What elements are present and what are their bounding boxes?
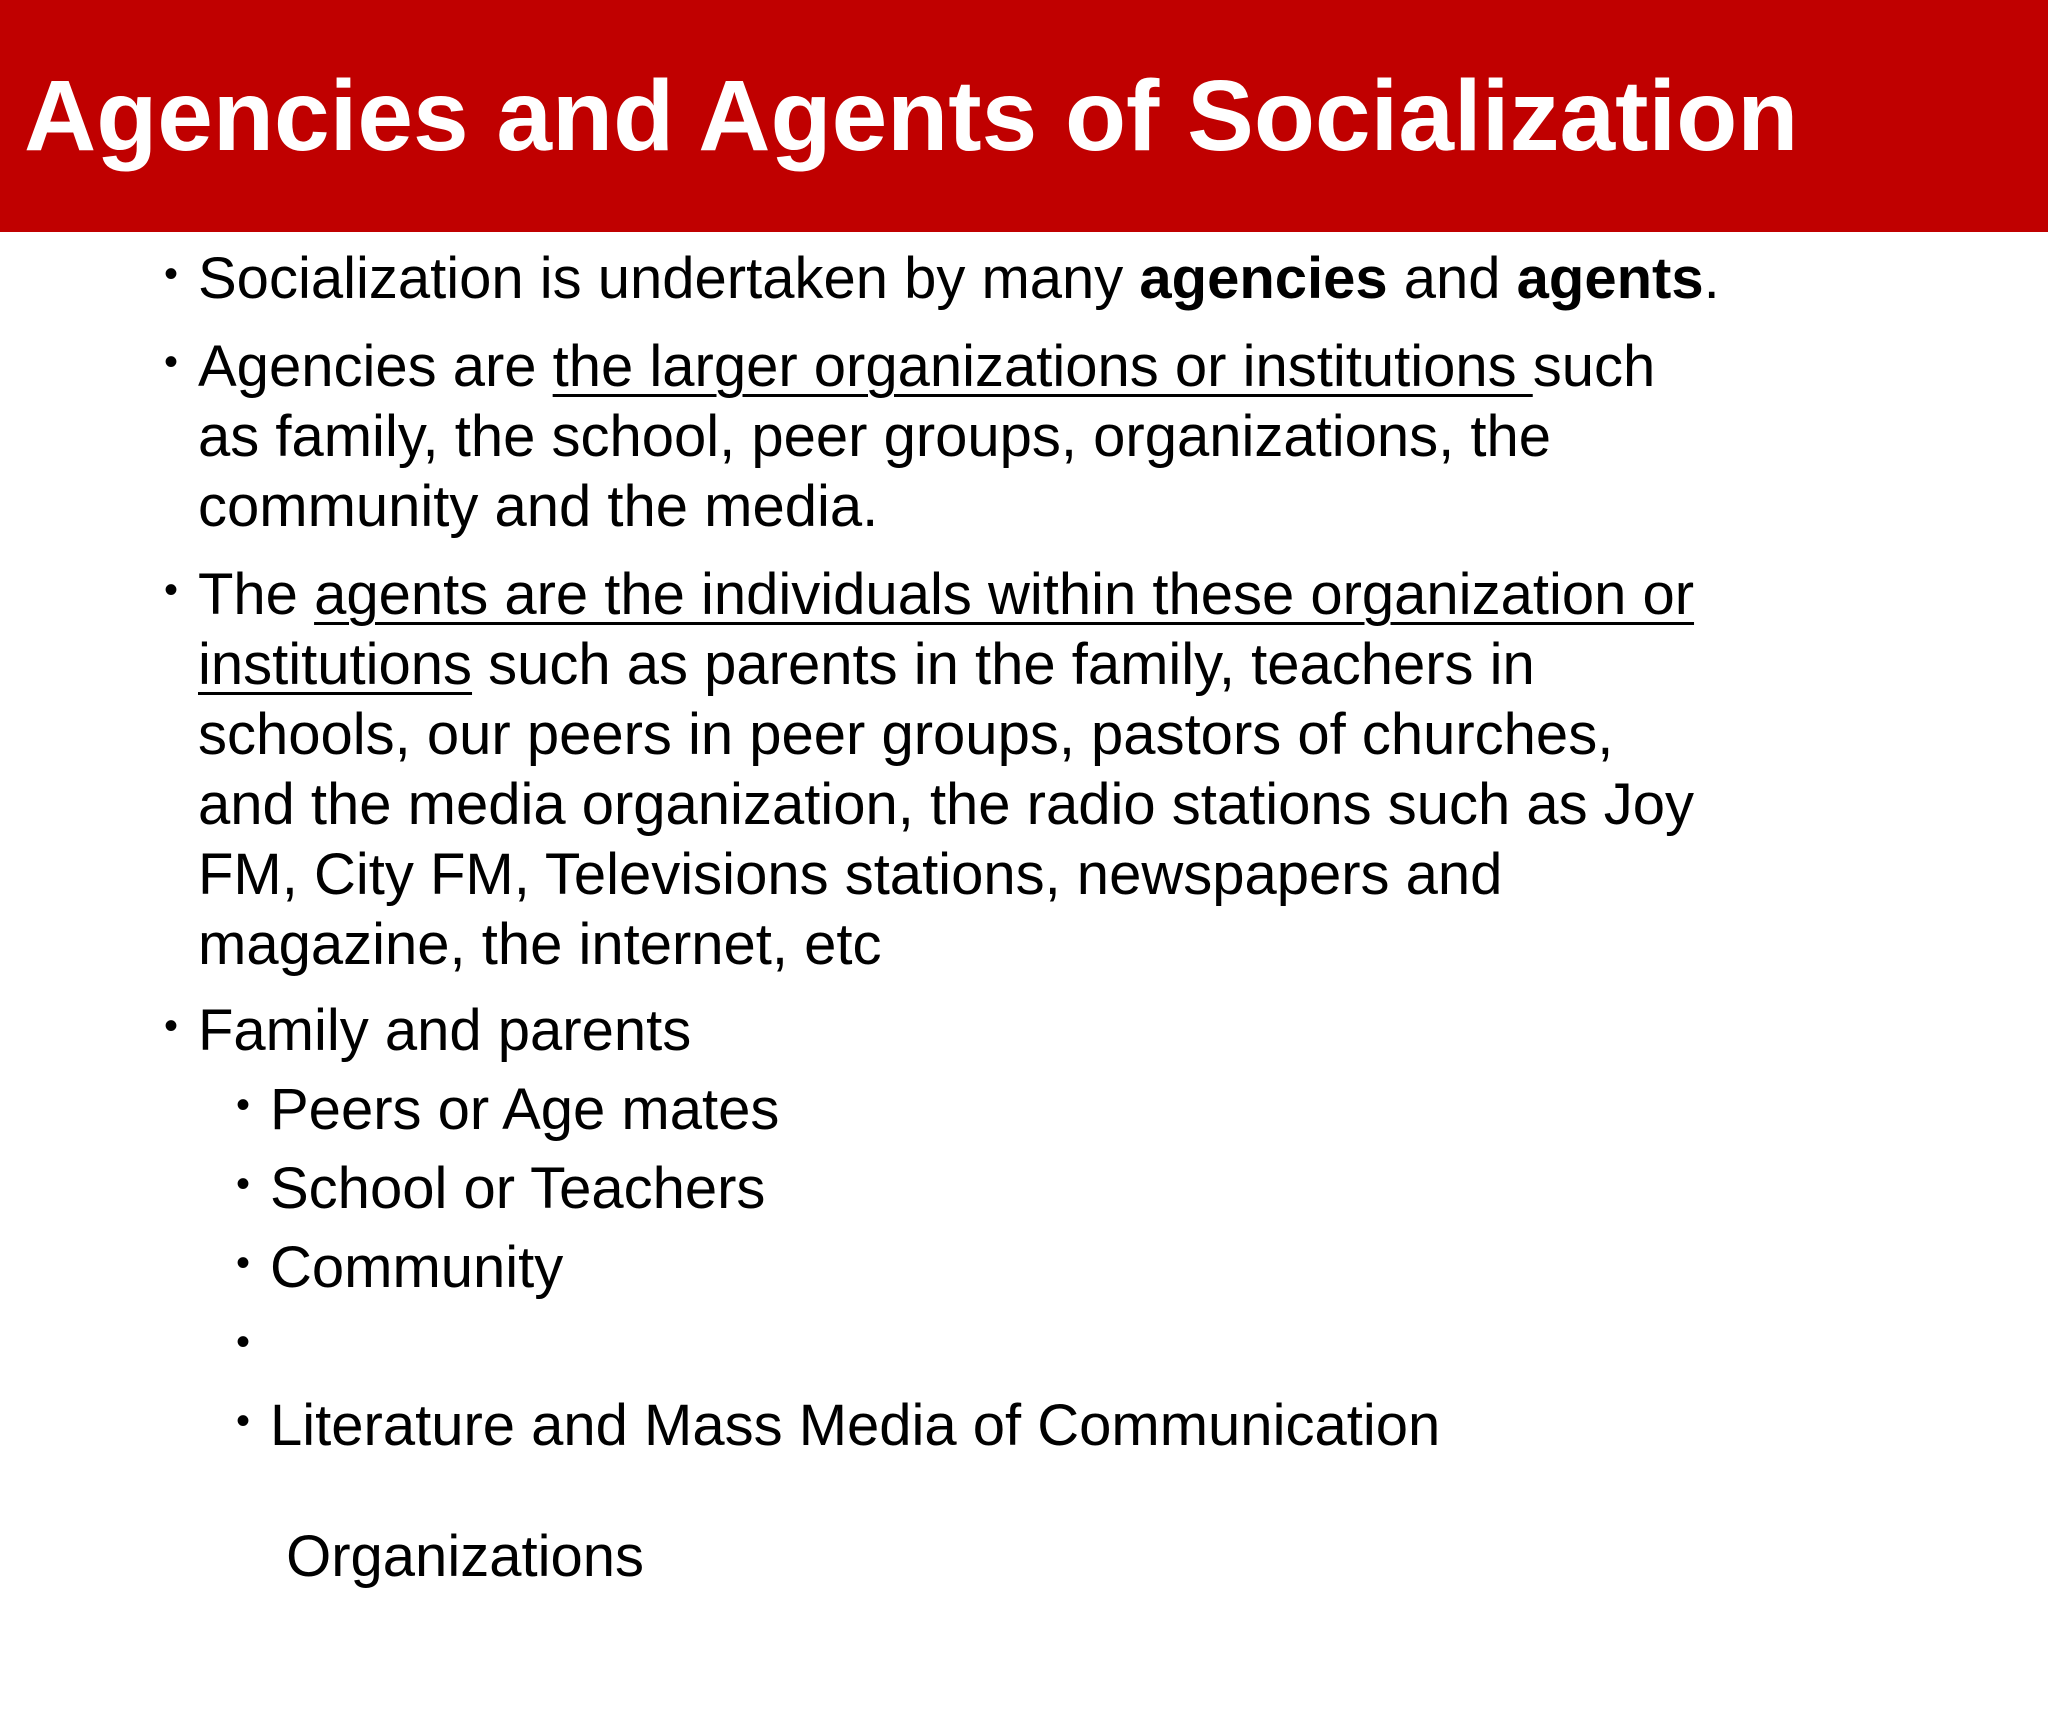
bullet-4-line-1: Family and parents <box>198 998 692 1063</box>
bullet-dot: • <box>236 1162 251 1206</box>
sub-bullet-3: • Community <box>236 1235 564 1300</box>
bullet-dot: • <box>164 568 179 612</box>
underlined-phrase: agents are the individuals within these organization or <box>314 562 1695 627</box>
bold-agencies: agencies <box>1139 246 1388 311</box>
underlined-phrase: the larger organizations or institutions <box>552 334 1533 399</box>
underlined-phrase: institutions <box>198 632 473 697</box>
bullet-3-line-2: institutions such as parents in the family, teachers in <box>198 632 1535 697</box>
sub-bullet-5: • Literature and Mass Media of Communication <box>236 1393 1441 1458</box>
bullet-3-line-3: schools, our peers in peer groups, pastors of churches, <box>198 702 1614 767</box>
bullet-3-line-4: and the media organization, the radio stations such as Joy <box>198 772 1695 837</box>
sub-bullet-2: • School or Teachers <box>236 1156 766 1221</box>
bullet-3-line-1: The agents are the individuals within these organization or <box>198 562 1695 627</box>
bullet-dot: • <box>236 1241 251 1285</box>
sub-bullet-1: • Peers or Age mates <box>236 1077 780 1142</box>
bullet-3 <box>164 560 1695 980</box>
bullet-dot: • <box>236 1083 251 1127</box>
bullet-2-line-2: as family, the school, peer groups, organizations, the <box>198 404 1552 469</box>
bullet-2-line-3: community and the media. <box>198 474 879 539</box>
bullet-dot: • <box>164 1004 179 1048</box>
bullet-dot: • <box>164 252 179 296</box>
slide-title: Agencies and Agents of Socialization <box>24 60 1799 172</box>
bold-agents: agents <box>1516 246 1704 311</box>
bullet-2 <box>164 332 1656 542</box>
bullet-3-line-6: magazine, the internet, etc <box>198 912 882 977</box>
bullet-3-line-5: FM, City FM, Televisions stations, newspapers and <box>198 842 1503 907</box>
sub-bullet-4: • Organizations <box>270 1312 644 1732</box>
bullet-2-line-1: Agencies are the larger organizations or institutions such <box>198 334 1656 399</box>
bullet-dot: • <box>164 340 179 384</box>
bullet-dot: • <box>236 1399 251 1443</box>
bullet-4 <box>164 996 692 1066</box>
bullet-1 <box>164 244 1720 314</box>
bullet-dot: • <box>236 1320 251 1364</box>
bullet-1-line-1: Socialization is undertaken by many agencies and agents. <box>198 246 1720 311</box>
